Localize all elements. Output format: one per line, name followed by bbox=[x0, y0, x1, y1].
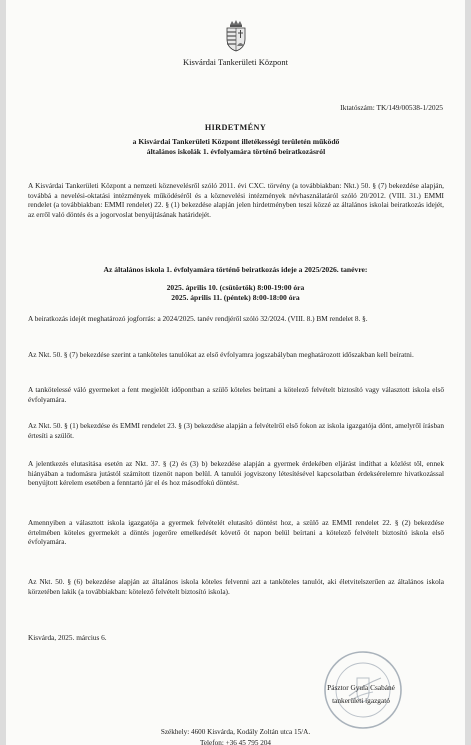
notice-subtitle-line: a Kisvárdai Tankerületi Központ illetékességi területén működő bbox=[132, 137, 340, 146]
paragraph-enrollment-period: Az Nkt. 50. § (7) bekezdése szerint a tanköteles tanulókat az első évfolyamra jogszabályban meghatározott időszakban kell beíratni. bbox=[28, 350, 414, 359]
paragraph-rejection: Amennyiben a választott iskola igazgatója a gyermek felvételét elutasító döntést hoz, a szülő az EMMI rendelet 22. § (2) bekezdése értelmében köteles gyermekét a döntés jogerőre emelkedését követő öt napon belül beírtani a kötelező felvételt biztosító iskola első évfolyamára. bbox=[28, 518, 444, 547]
notice-subtitle-line: általános iskolák 1. évfolyamára történő beiratkozásról bbox=[146, 146, 326, 156]
notice-heading: HIRDETMÉNY bbox=[204, 123, 267, 132]
organization-name: Kisvárdai Tankerületi Központ bbox=[183, 57, 288, 67]
coat-of-arms-icon bbox=[224, 18, 248, 52]
paragraph-mandatory-admission: Az Nkt. 50. § (6) bekezdése alapján az általános iskola köteles felvenni azt a tanköteles tanulót, aki életvitelszerűen az általános iskola körzetében lakik (a továbbiakban: kötelező felvételt biztosító iskola). bbox=[28, 577, 444, 596]
place-and-date: Kisvárda, 2025. március 6. bbox=[28, 633, 107, 642]
enrollment-dates bbox=[6, 283, 465, 303]
signatory-name: Pásztor Gyula Csabáné bbox=[327, 683, 395, 692]
paragraph-appeal: A jelentkezés elutasítása esetén az Nkt. 37. § (2) és (3) b) bekezdése alapján a gyermek érdekében eljárást indíthat a közlést től, ennek hiányában a tudomásra jutástól számított tizenöt napon belül. A tanulói jogviszony létesítésével kapcsolatban érdeksérelemre hivatkozással benyújtott kérelem esetében a fenntartó jár el és hoz másodfokú döntést. bbox=[28, 459, 444, 488]
paragraph-legal-source: A beiratkozás idejét meghatározó jogforrás: a 2024/2025. tanév rendjéről szóló 32/2024. (VIII. 8.) BM rendelet 8. §. bbox=[28, 314, 368, 323]
footer-phone: Telefon: +36 45 795 204 bbox=[199, 739, 272, 745]
notice-subtitle bbox=[66, 137, 406, 156]
intro-paragraph: A Kisvárdai Tankerületi Központ a nemzeti köznevelésről szóló 2011. évi CXC. törvény (a továbbiakban: Nkt.) 50. § (7) bekezdése alapján, továbbá a nevelési-oktatási intézmények működéséről és a köznevelési intézmények névhasználatáról szóló 20/2012. (VIII. 31.) EMMI rendelet (a továbbiakban: EMMI rendelet) 22. § (1) bekezdése alapján jelen hirdetményben teszi közzé az általános iskolai beiratkozás idejét, az erről való döntés és a jogorvoslat benyújtásának határidejét. bbox=[28, 181, 444, 219]
enrollment-date: 2025. április 11. (péntek) 8:00-18:00 óra bbox=[171, 293, 300, 302]
paragraph-parent-duty: A tankötelessé váló gyermeket a fent megjelölt időpontban a szülő köteles beírtani a kötelező felvételt biztosító vagy választott iskola első évfolyamára. bbox=[28, 385, 444, 404]
footer-address: Székhely: 4600 Kisvárda, Kodály Zoltán utca 15/A. bbox=[160, 728, 311, 736]
signatory-title: tankerületi igazgató bbox=[332, 696, 390, 705]
reference-number: Iktatószám: TK/149/00538-1/2025 bbox=[340, 103, 443, 112]
document-page bbox=[6, 0, 465, 745]
paragraph-admission-decision: Az Nkt. 50. § (1) bekezdése és EMMI rendelet 23. § (3) bekezdése alapján a felvételről első fokon az iskola igazgatója dönt, amelyről írásban értesíti a szülőt. bbox=[28, 421, 444, 440]
enrollment-title: Az általános iskola 1. évfolyamára történő beiratkozás ideje a 2025/2026. tanévre: bbox=[103, 265, 368, 274]
enrollment-date: 2025. április 10. (csütörtök) 8:00-19:00 óra bbox=[166, 283, 305, 292]
